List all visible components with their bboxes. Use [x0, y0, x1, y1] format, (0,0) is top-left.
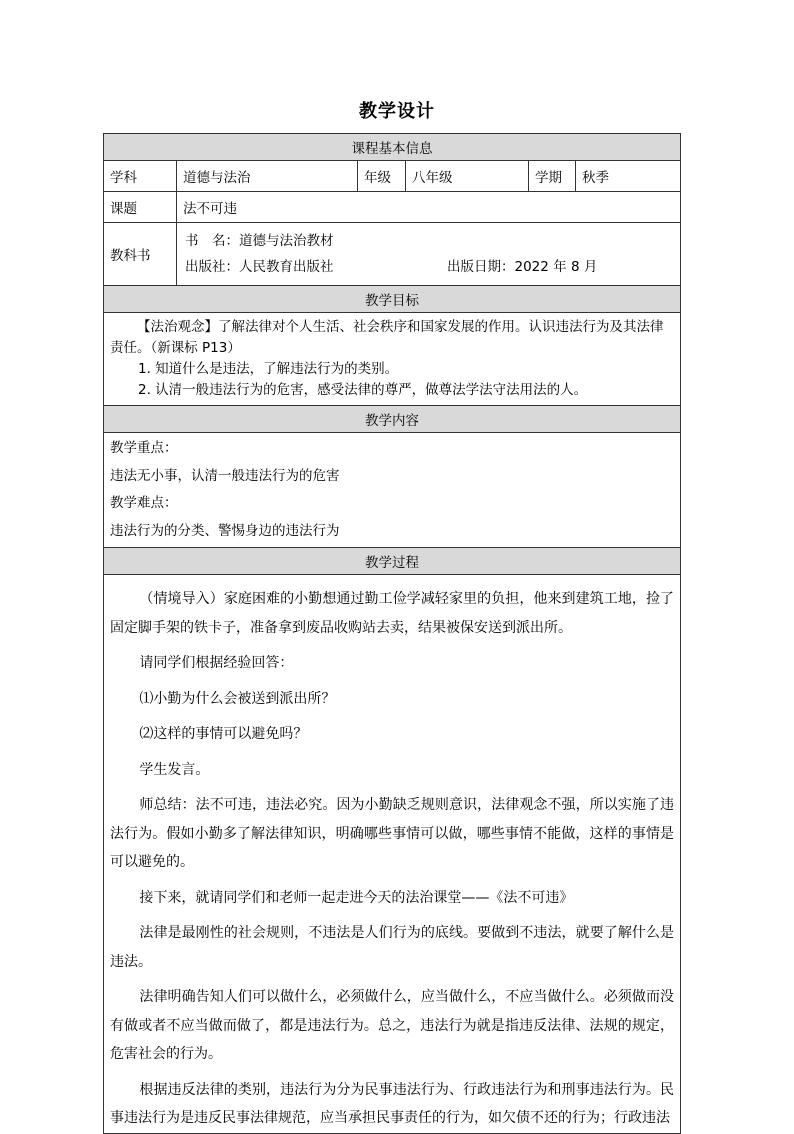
textbook-row	[104, 223, 681, 286]
document-title: 教学设计	[359, 101, 435, 122]
process-paragraph: 根据违反法律的类别，违法行为分为民事违法行为、行政违法行为和刑事违法行为。民事违法行为是违反民事法律规范，应当承担民事责任的行为，如欠债不还的行为；行政违法	[110, 1081, 675, 1126]
topic-value: 法不可违	[177, 192, 681, 223]
difficulty-value: 违法行为的分类、警惕身边的违法行为	[110, 522, 340, 539]
process-paragraph: 请同学们根据经验回答：	[139, 655, 294, 671]
goals-header-row	[104, 286, 681, 313]
process-paragraph: （情境导入）家庭困难的小勤想通过勤工俭学减轻家里的负担，他来到建筑工地，捡了固定脚手架的铁卡子，准备拿到废品收购站去卖，结果被保安送到派出所。	[110, 591, 675, 636]
key-point-value: 违法无小事，认清一般违法行为的危害	[110, 467, 340, 484]
publication-date: 出版日期：2022 年 8 月	[447, 259, 598, 275]
term-value: 秋季	[576, 161, 681, 192]
term-label: 学期	[529, 161, 576, 192]
content-header: 教学内容	[104, 406, 681, 433]
question-2: ⑵这样的事情可以避免吗？	[139, 726, 308, 742]
goal-main: 【法治观念】了解法律对个人生活、社会秩序和国家发展的作用。认识违法行为及其法律责任。（新课标 P13）	[110, 319, 664, 356]
topic-row	[104, 192, 681, 223]
process-body	[104, 575, 681, 1134]
goal-item-2: 2. 认清一般违法行为的危害，感受法律的尊严，做尊法学法守法用法的人。	[138, 382, 588, 398]
topic-label: 课题	[104, 192, 177, 223]
content-body	[104, 433, 681, 548]
publisher-line	[185, 254, 672, 280]
subject-row	[104, 161, 681, 192]
process-paragraph: 师总结：法不可违，违法必究。因为小勤缺乏规则意识，法律观念不强，所以实施了违法行为。假如小勤多了解法律知识，明确哪些事情可以做，哪些事情不能做，这样的事情是可以避免的。	[110, 797, 675, 870]
book-name: 书 名：道德与法治教材	[185, 233, 334, 249]
process-header-row	[104, 548, 681, 575]
basic-info-header: 课程基本信息	[104, 134, 681, 161]
textbook-label: 教科书	[104, 223, 177, 286]
difficulty-label: 教学难点：	[110, 495, 178, 511]
goals-row	[104, 313, 681, 406]
publisher: 出版社：人民教育出版社	[185, 259, 334, 275]
basic-info-header-row	[104, 134, 681, 161]
subject-label: 学科	[104, 161, 177, 192]
process-paragraph: 法律是最刚性的社会规则，不违法是人们行为的底线。要做到不违法，就要了解什么是违法。	[110, 925, 675, 970]
grade-label: 年级	[358, 161, 406, 192]
key-point-label: 教学重点：	[110, 440, 178, 456]
process-paragraph: 法律明确告知人们可以做什么，必须做什么，应当做什么，不应当做什么。必须做而没有做或者不应当做而做了，都是违法行为。总之，违法行为就是指违反法律、法规的规定，危害社会的行为。	[110, 989, 675, 1062]
goals-header: 教学目标	[104, 286, 681, 313]
textbook-info	[177, 223, 681, 286]
process-header: 教学过程	[104, 548, 681, 575]
question-1: ⑴小勤为什么会被送到派出所？	[139, 690, 336, 707]
process-paragraph: 接下来，就请同学们和老师一起走进今天的法治课堂——《法不可违》	[139, 889, 574, 906]
content-header-row	[104, 406, 681, 433]
grade-value: 八年级	[406, 161, 529, 192]
subject-value: 道德与法治	[177, 161, 358, 192]
lesson-plan-table	[103, 133, 681, 1134]
process-row	[104, 575, 681, 1134]
goals-content	[104, 313, 681, 406]
goal-item-1: 1. 知道什么是违法，了解违法行为的类别。	[138, 361, 399, 377]
process-paragraph: 学生发言。	[139, 761, 210, 778]
content-row	[104, 433, 681, 548]
